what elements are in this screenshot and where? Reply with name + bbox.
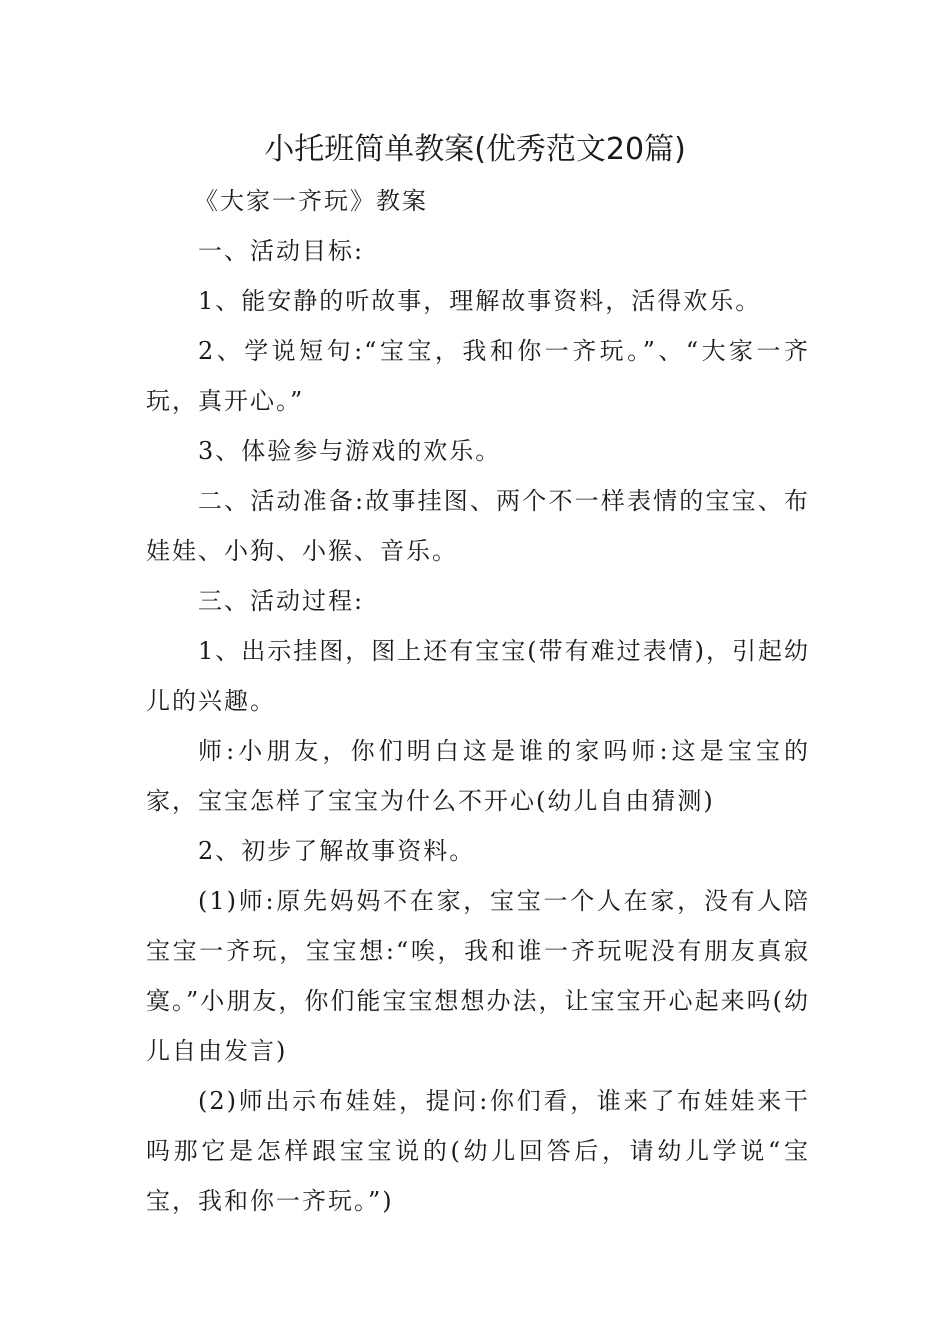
goal-item-2: 2、学说短句:“宝宝，我和你一齐玩。”、“大家一齐玩，真开心。” (146, 337, 810, 415)
process-step-2: 2、初步了解故事资料。 (198, 837, 476, 865)
section-heading-preparation: 二、活动准备:故事挂图、两个不一样表情的宝宝、布娃娃、小狗、小猴、音乐。 (146, 487, 810, 565)
goal-item-3: 3、体验参与游戏的欢乐。 (198, 437, 502, 465)
process-step-1: 1、出示挂图，图上还有宝宝(带有难过表情)，引起幼儿的兴趣。 (146, 637, 810, 715)
document-title: 小托班简单教案(优秀范文20篇) (264, 132, 686, 167)
lesson-title: 《大家一齐玩》教案 (194, 187, 428, 215)
teacher-dialogue: 师:小朋友，你们明白这是谁的家吗师:这是宝宝的家，宝宝怎样了宝宝为什么不开心(幼儿自由猜测) (146, 737, 810, 815)
document-body (146, 176, 810, 1226)
process-substep-2: (2)师出示布娃娃，提问:你们看，谁来了布娃娃来干吗那它是怎样跟宝宝说的(幼儿回答后，请幼儿学说“宝宝，我和你一齐玩。”) (146, 1087, 810, 1215)
section-heading-goals: 一、活动目标: (198, 237, 365, 265)
goal-item-1: 1、能安静的听故事，理解故事资料，活得欢乐。 (198, 287, 762, 315)
process-substep-1: (1)师:原先妈妈不在家，宝宝一个人在家，没有人陪宝宝一齐玩，宝宝想:“唉，我和谁一齐玩呢没有朋友真寂寞。”小朋友，你们能宝宝想想办法，让宝宝开心起来吗(幼儿自由发言) (146, 887, 810, 1065)
section-heading-process: 三、活动过程: (198, 587, 365, 615)
